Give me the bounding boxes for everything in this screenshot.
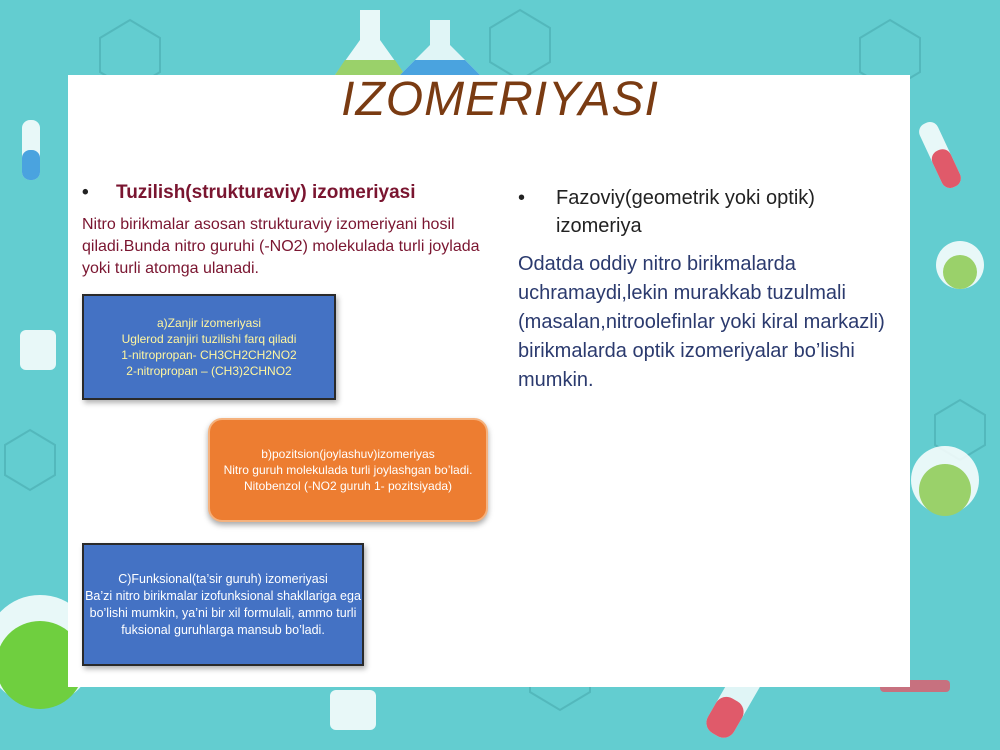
box-a-title: a)Zanjir izomeriyasi xyxy=(156,316,262,330)
bullet-dot-icon: • xyxy=(518,187,526,209)
left-bullet-text: Tuzilish(strukturaviy) izomeriyasi xyxy=(116,182,416,203)
functional-isomerism-box xyxy=(82,543,364,666)
box-a-line2: Uglerod zanjiri tuzilishi farq qiladi xyxy=(121,332,297,346)
box-b-line2: Nitro guruh molekulada turli joylashgan bo’ladi. xyxy=(223,463,473,477)
box-c-line2: Ba’zi nitro birikmalar izofunksional shakllariga ega bo’lishi mumkin, ya’ni bir xil formulali, ammo turli fuksional guruhlarga mansub bo’ladi. xyxy=(85,588,361,637)
bullet-dot-icon: • xyxy=(82,182,89,203)
right-bullet-heading xyxy=(518,184,898,240)
box-a-line3: 1-nitropropan- CH3CH2CH2NO2 xyxy=(121,348,297,362)
box-b-title: b)pozitsion(joylashuv)izomeriyas xyxy=(261,447,435,461)
box-c-title: C)Funksional(ta’sir guruh) izomeriyasi xyxy=(118,571,328,586)
positional-isomerism-box xyxy=(208,418,488,522)
right-paragraph: Odatda oddiy nitro birikmalarda uchramaydi,lekin murakkab tuzulmali (masalan,nitroolefinlar yoki kiral markazli) birikmalarda optik izomeriyalar bo’lishi mumkin. xyxy=(518,253,885,391)
slide-title: IZOMERIYASI xyxy=(341,73,659,126)
right-bullet-text: Fazoviy(geometrik yoki optik) izomeriya xyxy=(556,187,815,237)
box-a-line4: 2-nitropropan – (CH3)2CHNO2 xyxy=(126,364,292,378)
box-b-line3: Nitobenzol (-NO2 guruh 1- pozitsiyada) xyxy=(243,479,453,493)
chain-isomerism-box xyxy=(82,294,336,400)
left-paragraph: Nitro birikmalar asosan strukturaviy izomeriyani hosil qiladi.Bunda nitro guruhi (-NO2) molekulada turli joylada yoki turli atomga ulanadi. xyxy=(82,216,480,277)
left-bullet-heading xyxy=(82,182,416,204)
